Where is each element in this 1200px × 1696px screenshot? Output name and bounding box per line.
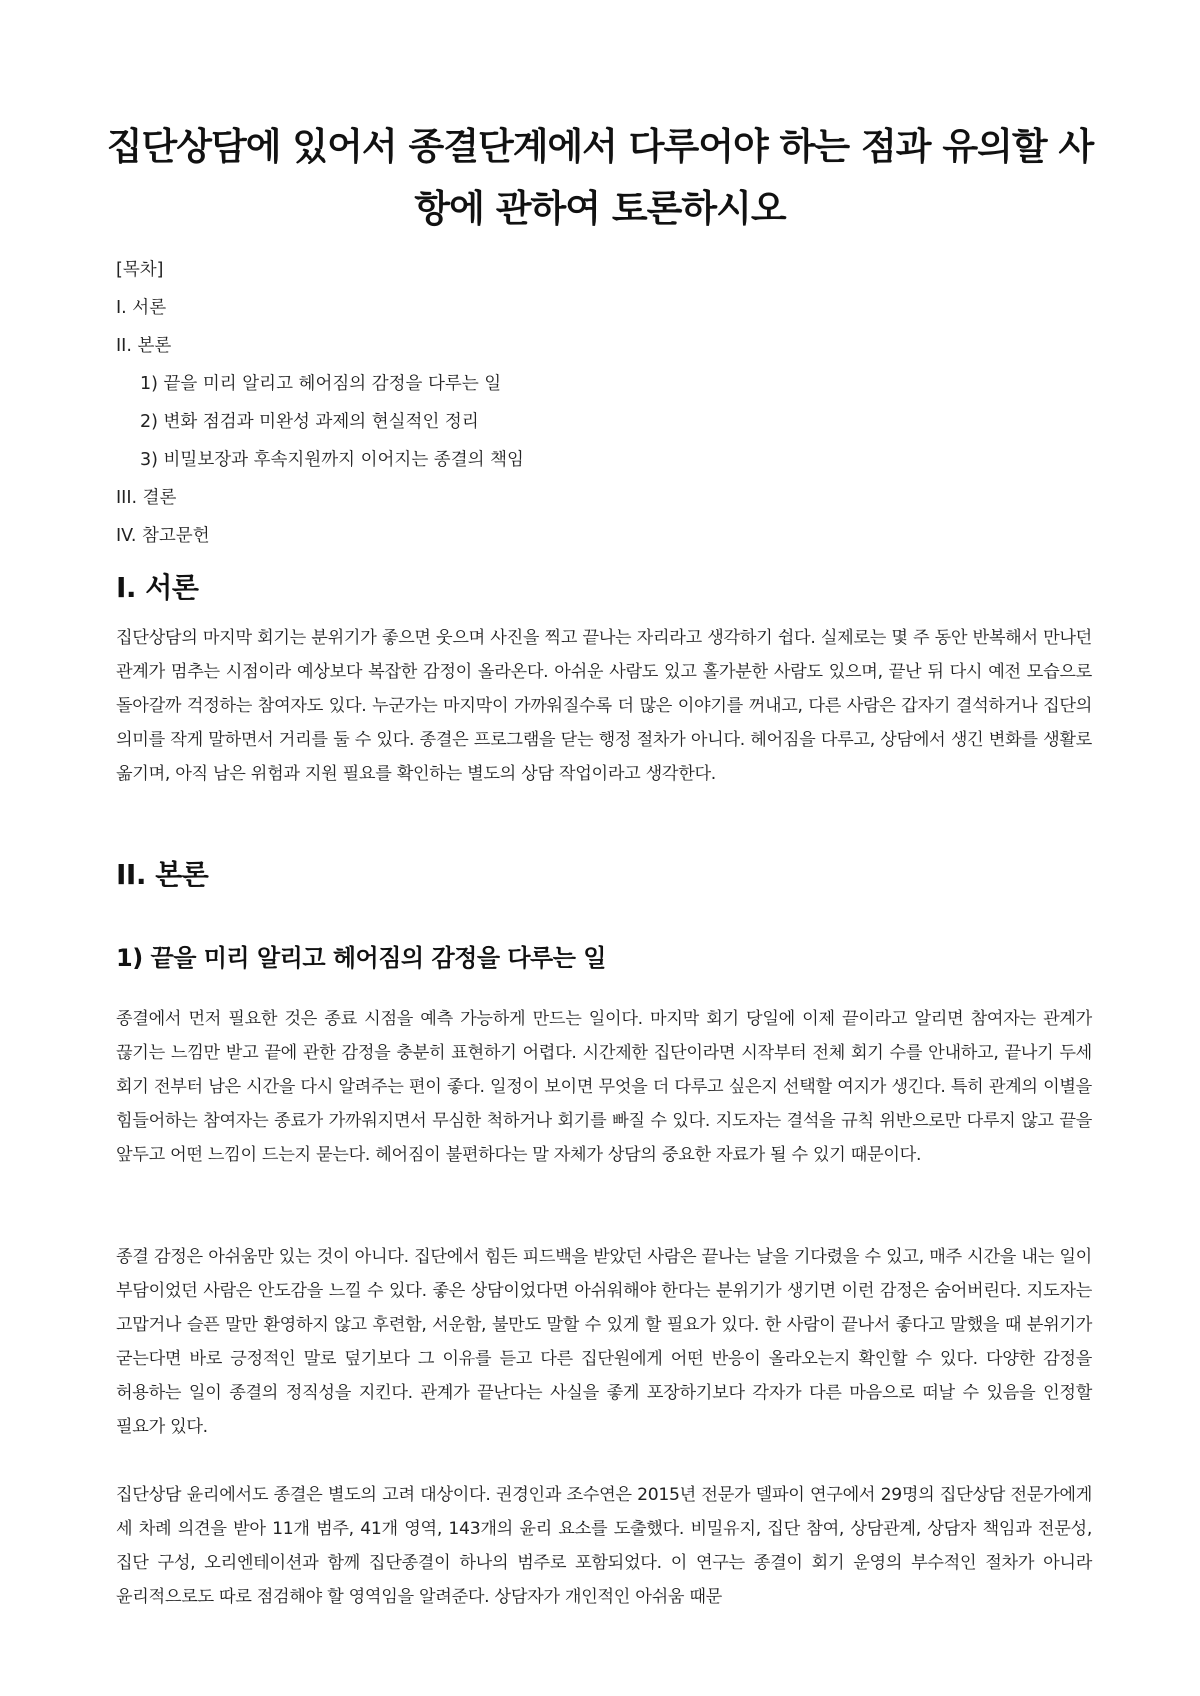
intro-paragraph: 집단상담의 마지막 회기는 분위기가 좋으면 웃으며 사진을 찍고 끝나는 자리라고 생각하기 쉽다. 실제로는 몇 주 동안 반복해서 만나던 관계가 멈추는 시점이라 예상보다 복잡한 감정이 올라온다. 아쉬운 사람도 있고 홀가분한 사람도 있으며, 끝난 뒤 다시 예전 모습으로 돌아갈까 걱정하는 참여자도 있다. 누군가는 마지막이 가까워질수록 더 많은 이야기를 꺼내고, 다른 사람은 갑자기 결석하거나 집단의 의미를 작게 말하면서 거리를 둘 수 있다. 종결은 프로그램을 닫는 행정 절차가 아니다. 헤어짐을 다루고, 상담에서 생긴 변화를 생활로 옮기며, 아직 남은 위험과 지원 필요를 확인하는 별도의 상담 작업이라고 생각한다. bbox=[116, 628, 1092, 784]
toc-item-references: IV. 참고문헌 bbox=[116, 526, 210, 546]
body-paragraph-1: 종결에서 먼저 필요한 것은 종료 시점을 예측 가능하게 만드는 일이다. 마지막 회기 당일에 이제 끝이라고 알리면 참여자는 관계가 끊기는 느낌만 받고 끝에 관한 감정을 충분히 표현하기 어렵다. 시간제한 집단이라면 시작부터 전체 회기 수를 안내하고, 끝나기 두세 회기 전부터 남은 시간을 다시 알려주는 편이 좋다. 일정이 보이면 무엇을 더 다루고 싶은지 선택할 여지가 생긴다. 특히 관계의 이별을 힘들어하는 참여자는 종료가 가까워지면서 무심한 척하거나 회기를 빠질 수 있다. 지도자는 결석을 규칙 위반으로만 다루지 않고 끝을 앞두고 어떤 느낌이 드는지 묻는다. 헤어짐이 불편하다는 말 자체가 상담의 중요한 자료가 될 수 있기 때문이다. bbox=[116, 1009, 1092, 1165]
toc-heading: [목차] bbox=[116, 260, 164, 280]
table-of-contents bbox=[116, 251, 1096, 555]
section-heading-intro: I. 서론 bbox=[116, 571, 199, 604]
body-paragraph-3: 집단상담 윤리에서도 종결은 별도의 고려 대상이다. 권경인과 조수연은 2015년 전문가 델파이 연구에서 29명의 집단상담 전문가에게 세 차례 의견을 받아 11개 범주, 41개 영역, 143개의 윤리 요소를 도출했다. 비밀유지, 집단 참여, 상담관계, 상담자 책임과 전문성, 집단 구성, 오리엔테이션과 함께 집단종결이 하나의 범주로 포함되었다. 이 연구는 종결이 회기 운영의 부수적인 절차가 아니라 윤리적으로도 따로 점검해야 할 영역임을 알려준다. 상담자가 개인적인 아쉬움 때문 bbox=[116, 1485, 1092, 1607]
section-heading-body: II. 본론 bbox=[116, 858, 209, 891]
toc-item-body-1: 1) 끝을 미리 알리고 헤어짐의 감정을 다루는 일 bbox=[140, 374, 502, 394]
toc-item-body: II. 본론 bbox=[116, 336, 172, 356]
toc-item-conclusion: III. 결론 bbox=[116, 488, 177, 508]
body-paragraph-2: 종결 감정은 아쉬움만 있는 것이 아니다. 집단에서 힘든 피드백을 받았던 사람은 끝나는 날을 기다렸을 수 있고, 매주 시간을 내는 일이 부담이었던 사람은 안도감을 느낄 수 있다. 좋은 상담이었다면 아쉬워해야 한다는 분위기가 생기면 이런 감정은 숨어버린다. 지도자는 고맙거나 슬픈 말만 환영하지 않고 후련함, 서운함, 불만도 말할 수 있게 할 필요가 있다. 한 사람이 끝나서 좋다고 말했을 때 분위기가 굳는다면 바로 긍정적인 말로 덮기보다 그 이유를 듣고 다른 집단원에게 어떤 반응이 올라오는지 확인할 수 있다. 다양한 감정을 허용하는 일이 종결의 정직성을 지킨다. 관계가 끝난다는 사실을 좋게 포장하기보다 각자가 다른 마음으로 떠날 수 있음을 인정할 필요가 있다. bbox=[116, 1247, 1092, 1437]
toc-item-body-2: 2) 변화 점검과 미완성 과제의 현실적인 정리 bbox=[140, 412, 479, 432]
subsection-heading-1: 1) 끝을 미리 알리고 헤어짐의 감정을 다루는 일 bbox=[116, 944, 606, 972]
document-title: 집단상담에 있어서 종결단계에서 다루어야 하는 점과 유의할 사항에 관하여 토론하시오 bbox=[106, 125, 1094, 230]
toc-item-intro: I. 서론 bbox=[116, 298, 167, 318]
toc-item-body-3: 3) 비밀보장과 후속지원까지 이어지는 종결의 책임 bbox=[140, 450, 524, 470]
